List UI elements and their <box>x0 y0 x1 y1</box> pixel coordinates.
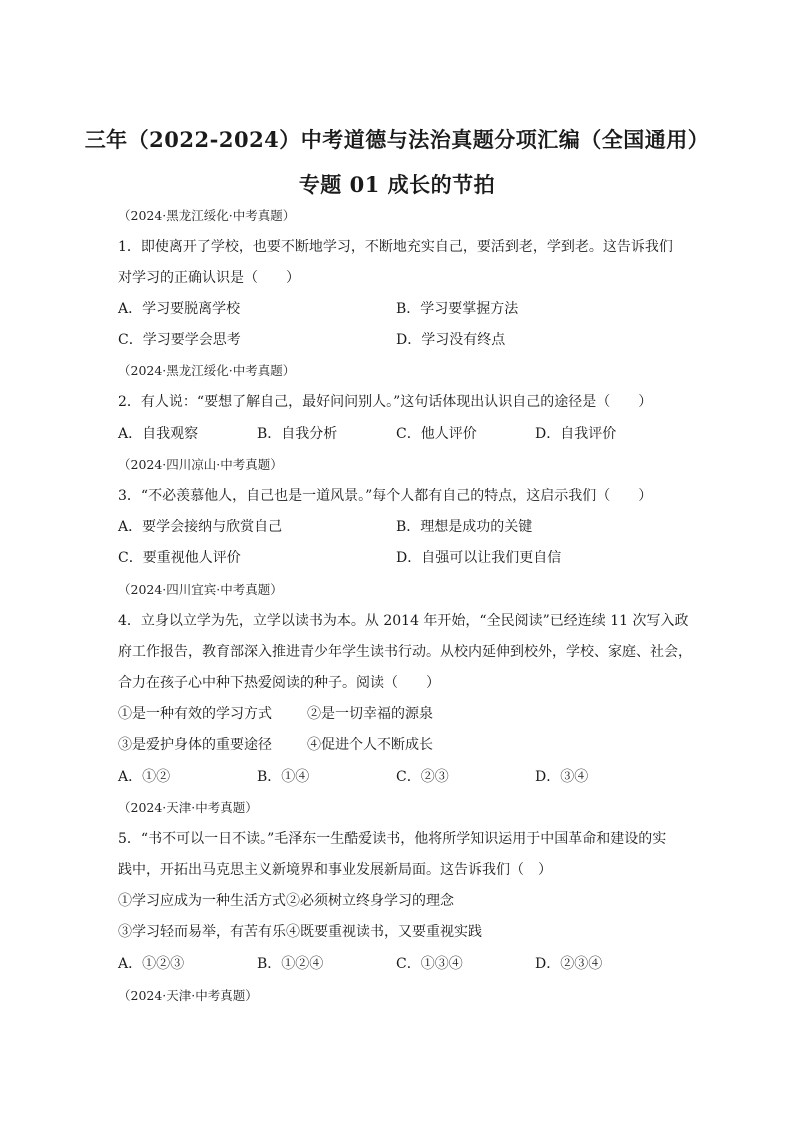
question-6-source: （2024·天津·中考真题） <box>118 988 258 1003</box>
question-5-source: （2024·天津·中考真题） <box>118 800 258 815</box>
question-4-stem-line-1: 4．立身以立学为先，立学以读书为本。从 2014 年开始，“全民阅读”已经连续 11 次写入政 <box>118 613 689 629</box>
question-4-option-a: A．①② <box>118 769 171 785</box>
question-5-option-a: A．①②③ <box>118 956 185 972</box>
question-4-statement-4: ④促进个人不断成长 <box>307 737 433 753</box>
document-title: 三年（2022-2024）中考道德与法治真题分项汇编（全国通用） <box>84 127 710 152</box>
question-3-option-c: C．要重视他人评价 <box>118 550 241 566</box>
question-2-option-c: C．他人评价 <box>396 426 477 442</box>
question-3-option-b: B．理想是成功的关键 <box>396 519 533 535</box>
question-3-source: （2024·四川凉山·中考真题） <box>118 457 283 472</box>
question-2-option-a: A．自我观察 <box>118 426 199 442</box>
question-5-stem-line-1: 5．“书不可以一日不读。”毛泽东一生酷爱读书，他将所学知识运用于中国革命和建设的实 <box>118 831 667 847</box>
question-1-option-a: A．学习要脱离学校 <box>118 301 241 317</box>
question-1-option-c: C．学习要学会思考 <box>118 332 241 348</box>
question-4-stem-line-2: 府工作报告，教育部深入推进青少年学生读书行动。从校内延伸到校外，学校、家庭、社会， <box>118 644 692 660</box>
question-4-statement-3: ③是爱护身体的重要途径 <box>118 737 272 753</box>
question-4-source: （2024·四川宜宾·中考真题） <box>118 582 283 597</box>
question-2-option-b: B．自我分析 <box>257 426 338 442</box>
question-5-statements-line-2: ③学习轻而易举，有苦有乐④既要重视读书，又要重视实践 <box>118 924 482 940</box>
question-3-option-d: D．自强可以让我们更自信 <box>396 550 562 566</box>
question-1-option-b: B．学习要掌握方法 <box>396 301 519 317</box>
question-5-option-c: C．①③④ <box>396 956 463 972</box>
question-5-option-d: D．②③④ <box>535 956 603 972</box>
question-4-option-c: C．②③ <box>396 769 449 785</box>
question-4-stem-line-3: 合力在孩子心中种下热爱阅读的种子。阅读（ ） <box>118 675 440 691</box>
question-1-source: （2024·黑龙江绥化·中考真题） <box>118 208 296 223</box>
question-2-option-d: D．自我评价 <box>535 426 617 442</box>
question-3-stem-line-1: 3．“不必羡慕他人，自己也是一道风景。”每个人都有自己的特点，这启示我们（ ） <box>118 488 653 504</box>
question-1-stem-line-1: 1．即使离开了学校，也要不断地学习，不断地充实自己，要活到老，学到老。这告诉我们 <box>118 239 673 255</box>
question-5-stem-line-2: 践中，开拓出马克思主义新境界和事业发展新局面。这告诉我们（ ） <box>118 862 552 878</box>
question-4-option-d: D．③④ <box>535 769 589 785</box>
question-1-option-d: D．学习没有终点 <box>396 332 506 348</box>
document-subtitle: 专题 01 成长的节拍 <box>298 172 496 197</box>
question-2-source: （2024·黑龙江绥化·中考真题） <box>118 363 296 378</box>
question-5-statements-line-1: ①学习应成为一种生活方式②必须树立终身学习的理念 <box>118 893 454 909</box>
question-5-option-b: B．①②④ <box>257 956 324 972</box>
question-4-option-b: B．①④ <box>257 769 310 785</box>
question-2-stem-line-1: 2．有人说：“要想了解自己，最好问问别人。”这句话体现出认识自己的途径是（ ） <box>118 394 653 410</box>
question-4-statement-2: ②是一切幸福的源泉 <box>307 706 433 722</box>
question-1-stem-line-2: 对学习的正确认识是（ ） <box>118 270 300 286</box>
question-4-statement-1: ①是一种有效的学习方式 <box>118 706 272 722</box>
question-3-option-a: A．要学会接纳与欣赏自己 <box>118 519 283 535</box>
